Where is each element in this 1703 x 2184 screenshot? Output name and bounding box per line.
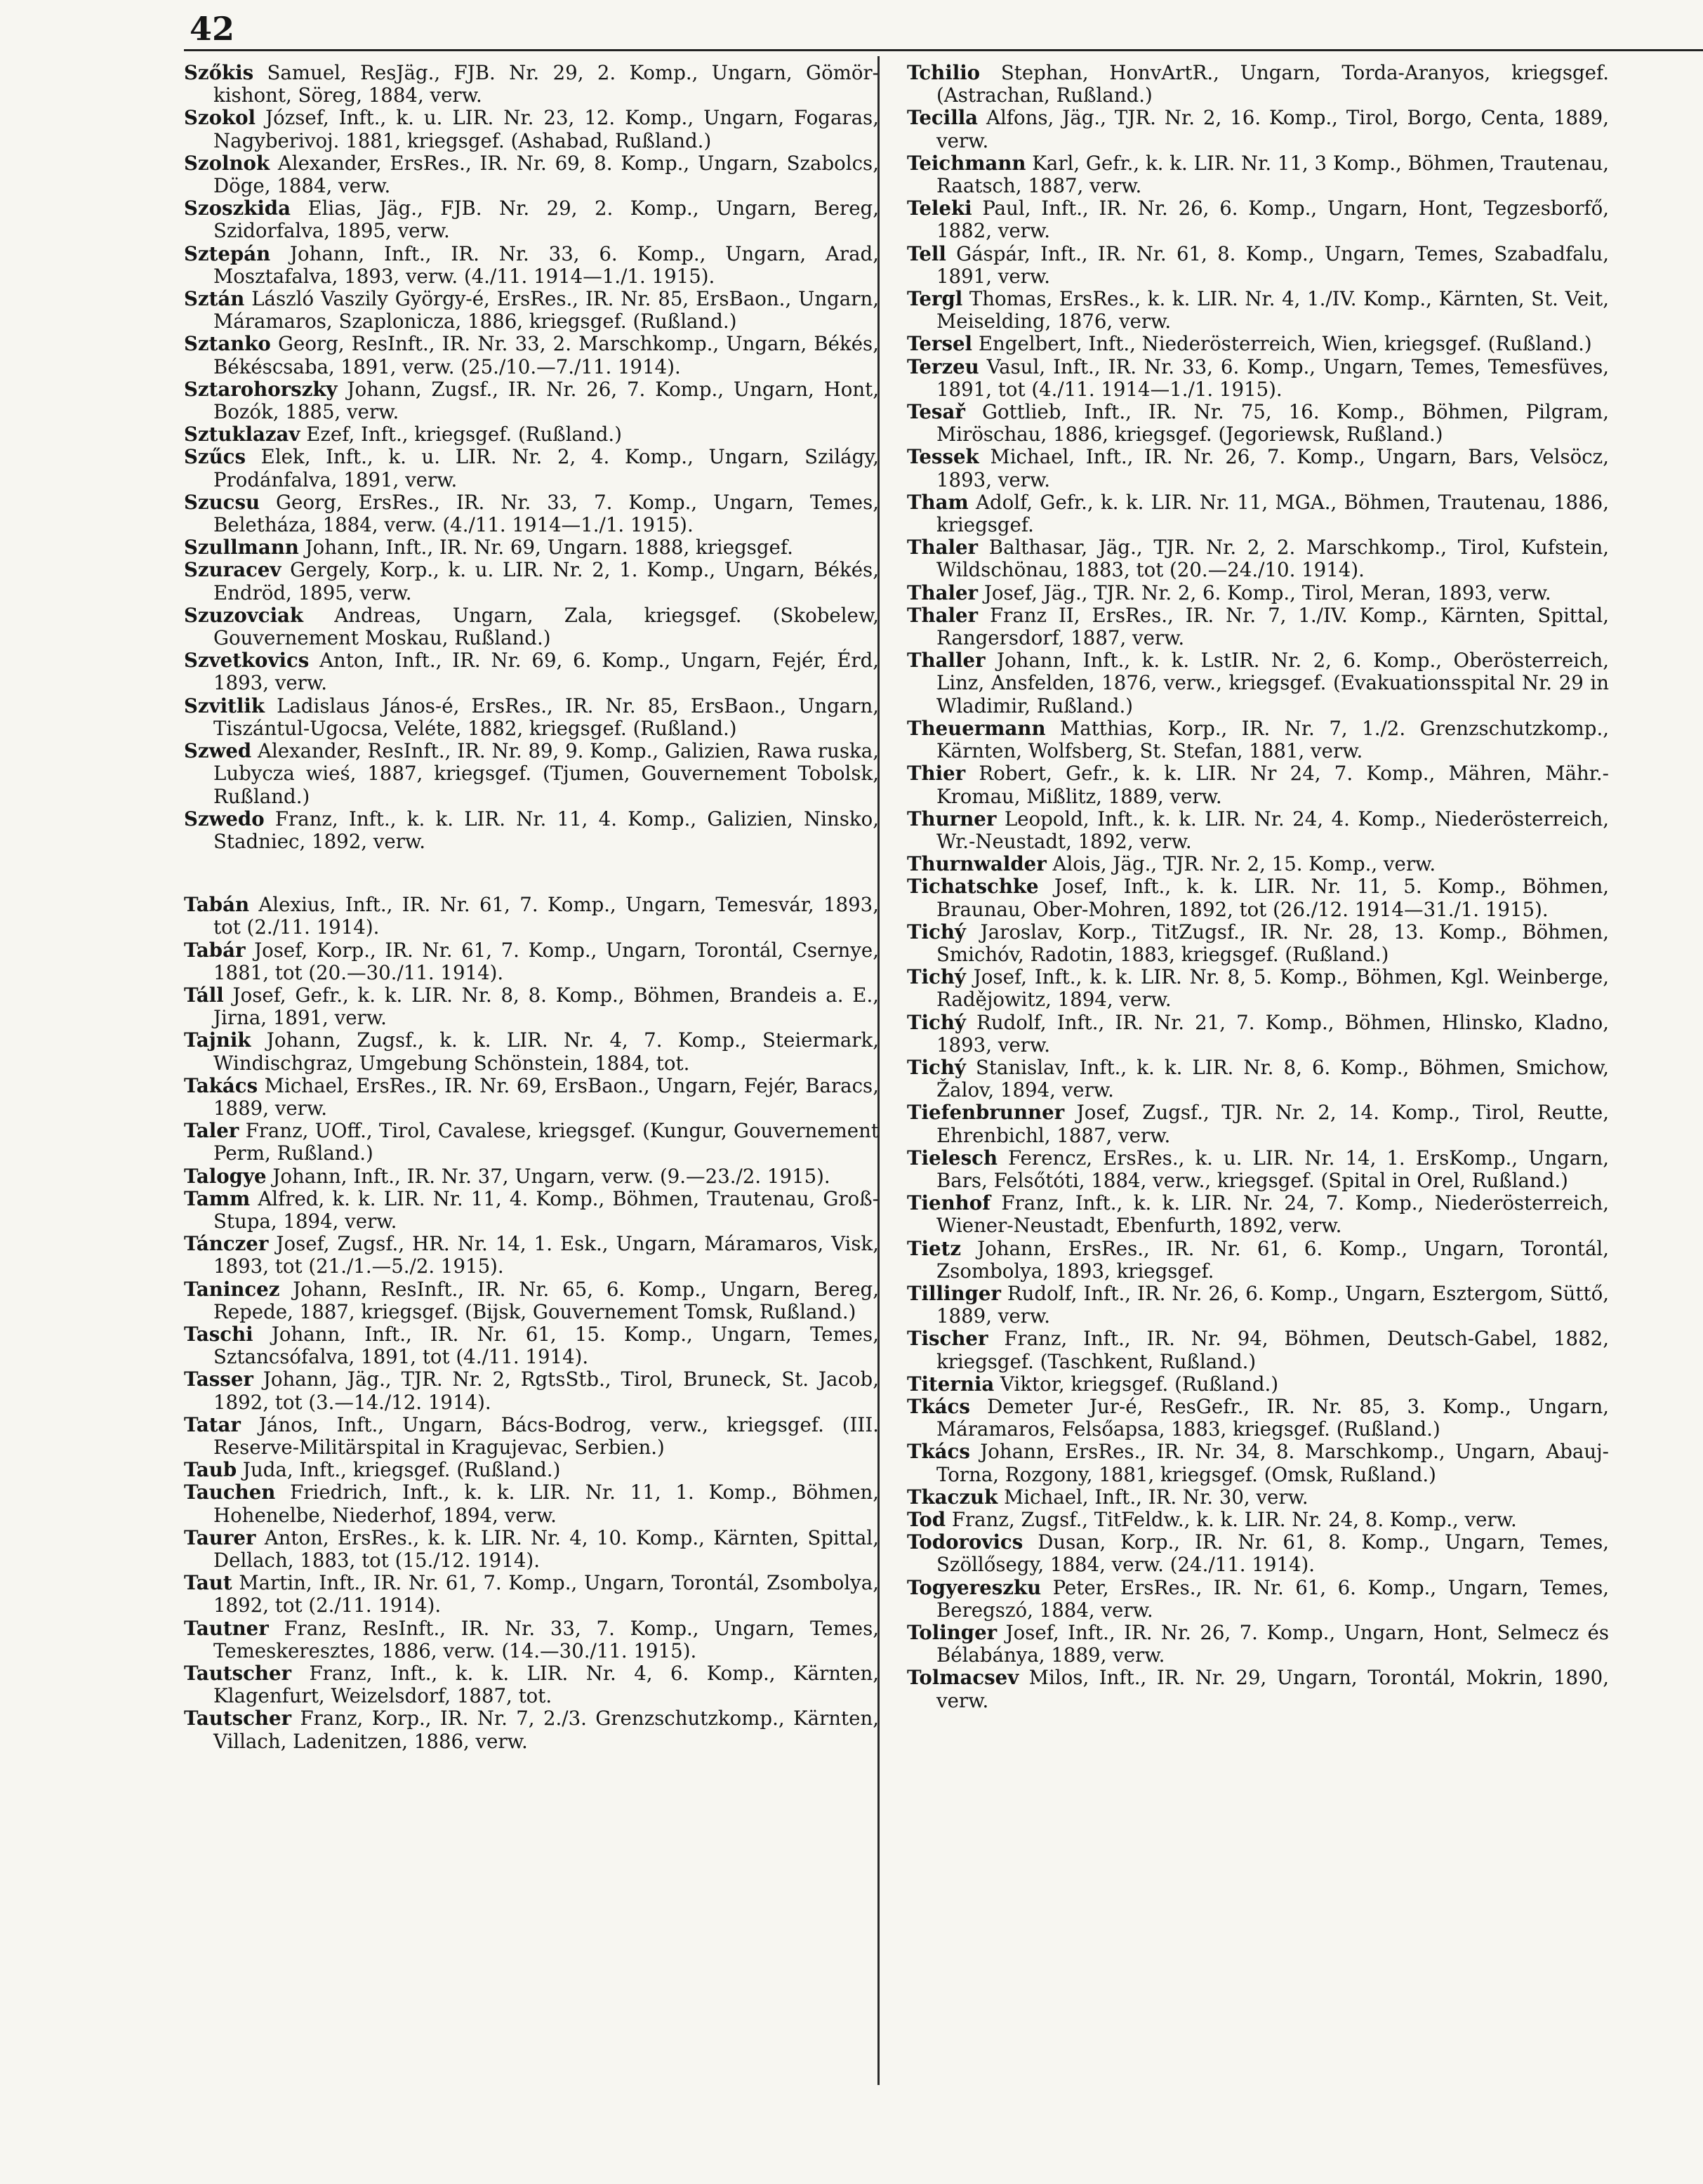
- entry-details: János, Inft., Ungarn, Bács-Bodrog, verw., kriegsgef. (III. Reserve-Militärspital in Kragujevac, Serbien.): [213, 1412, 879, 1459]
- register-entry: [907, 717, 1609, 762]
- entry-surname: Tamm: [184, 1186, 251, 1210]
- entry-details: Johann, Zugsf., k. k. LIR. Nr. 4, 7. Komp., Steiermark, Windischgraz, Umgebung Schönstein, 1884, tot.: [213, 1028, 879, 1075]
- register-entry: [184, 333, 879, 378]
- entry-surname: Tabár: [184, 938, 246, 962]
- entry-details: Demeter Jur-é, ResGefr., IR. Nr. 85, 3. Komp., Ungarn, Máramaros, Felsőapsa, 1883, kriegsgef. (Rußland.): [936, 1394, 1609, 1441]
- entry-details: Friedrich, Inft., k. k. LIR. Nr. 11, 1. Komp., Böhmen, Hohenelbe, Niederhof, 1894, verw.: [213, 1481, 879, 1527]
- entry-surname: Tchilio: [907, 61, 981, 84]
- entry-surname: Teichmann: [907, 151, 1026, 175]
- entry-surname: Thaler: [907, 603, 979, 627]
- entry-details: Michael, ErsRes., IR. Nr. 69, ErsBaon., Ungarn, Fejér, Baracs, 1889, verw.: [213, 1073, 879, 1120]
- entry-details: Georg, ResInft., IR. Nr. 33, 2. Marschkomp., Ungarn, Békés, Békéscsaba, 1891, verw. (25./10.—7./11. 1914).: [213, 332, 879, 378]
- register-entry: [184, 1572, 879, 1617]
- entry-details: Ferencz, ErsRes., k. u. LIR. Nr. 14, 1. ErsKomp., Ungarn, Bars, Felsőtóti, 1884, verw., kriegsgef. (Spital in Orel, Rußland.): [936, 1146, 1609, 1192]
- register-entry: [907, 1328, 1609, 1372]
- entry-surname: Tkaczuk: [907, 1485, 998, 1509]
- register-entry: [907, 1577, 1609, 1622]
- entry-details: Martin, Inft., IR. Nr. 61, 7. Komp., Ungarn, Torontál, Zsombolya, 1892, tot (2./11. 1914).: [213, 1571, 879, 1617]
- entry-details: Johann, Jäg., TJR. Nr. 2, RgtsStb., Tirol, Bruneck, St. Jacob, 1892, tot (3.—14./12. 1914).: [213, 1368, 879, 1414]
- register-entry: [907, 1012, 1609, 1057]
- register-entry: [907, 1283, 1609, 1328]
- register-entry: [907, 1667, 1609, 1712]
- entry-details: Stanislav, Inft., k. k. LIR. Nr. 8, 6. Komp., Böhmen, Smichow, Žalov, 1894, verw.: [936, 1055, 1609, 1102]
- register-entry: [184, 1459, 879, 1481]
- entry-surname: Thaler: [907, 581, 979, 604]
- register-entry: [184, 1233, 879, 1278]
- entry-details: Alexander, ResInft., IR. Nr. 89, 9. Komp., Galizien, Rawa ruska, Lubycza wieś, 1887, kriegsgef. (Tjumen, Gouvernement Tobolsk, Rußland.): [213, 739, 879, 808]
- entry-details: Elek, Inft., k. u. LIR. Nr. 2, 4. Komp., Ungarn, Szilágy, Prodánfalva, 1891, verw.: [213, 445, 879, 491]
- entry-surname: Tatar: [184, 1412, 241, 1436]
- entry-surname: Tham: [907, 490, 969, 514]
- entry-surname: Tillinger: [907, 1281, 1001, 1305]
- register-entry: [184, 1481, 879, 1526]
- entry-details: Georg, ErsRes., IR. Nr. 33, 7. Komp., Ungarn, Temes, Beletháza, 1884, verw. (4./11. 1914—1./1. 1915).: [213, 490, 879, 537]
- entry-details: Ezef, Inft., kriegsgef. (Rußland.): [300, 423, 622, 446]
- entry-details: Franz, Inft., k. k. LIR. Nr. 24, 7. Komp., Niederösterreich, Wiener-Neustadt, Ebenfurth, 1892, verw.: [936, 1191, 1609, 1238]
- entry-surname: Takács: [184, 1073, 258, 1097]
- register-entry: [907, 356, 1609, 401]
- entry-details: Franz, UOff., Tirol, Cavalese, kriegsgef. (Kungur, Gouvernement Perm, Rußland.): [213, 1119, 879, 1165]
- register-entry: [907, 536, 1609, 581]
- entry-surname: Terzeu: [907, 355, 979, 378]
- register-entry: [907, 1147, 1609, 1192]
- entry-details: Franz, ResInft., IR. Nr. 33, 7. Komp., Ungarn, Temes, Temeskeresztes, 1886, verw. (14.—30./11. 1915).: [213, 1616, 879, 1662]
- entry-details: Gáspár, Inft., IR. Nr. 61, 8. Komp., Ungarn, Temes, Szabadfalu, 1891, verw.: [936, 241, 1609, 288]
- register-entry: [184, 62, 879, 107]
- entry-details: Johann, Zugsf., IR. Nr. 26, 7. Komp., Ungarn, Hont, Bozók, 1885, verw.: [213, 377, 879, 424]
- entry-surname: Táll: [184, 983, 224, 1007]
- register-entry: [184, 288, 879, 333]
- entry-details: Engelbert, Inft., Niederösterreich, Wien, kriegsgef. (Rußland.): [972, 332, 1592, 356]
- entry-surname: Tischer: [907, 1327, 988, 1351]
- register-entry: [907, 62, 1609, 107]
- entry-details: Milos, Inft., IR. Nr. 29, Ungarn, Torontál, Mokrin, 1890, verw.: [936, 1666, 1609, 1712]
- entry-details: Josef, Gefr., k. k. LIR. Nr. 8, 8. Komp., Böhmen, Brandeis a. E., Jirna, 1891, verw.: [213, 983, 879, 1030]
- register-entry: [907, 921, 1609, 966]
- entry-surname: Tanincez: [184, 1277, 280, 1301]
- entry-surname: Szőkis: [184, 61, 254, 84]
- register-entry: [907, 491, 1609, 536]
- entry-details: Johann, ErsRes., IR. Nr. 34, 8. Marschkomp., Ungarn, Abauj-Torna, Rozgony, 1881, kriegsgef. (Omsk, Rußland.): [936, 1440, 1609, 1486]
- register-entry: [184, 152, 879, 197]
- page-number: 42: [190, 10, 235, 48]
- register-entry: [907, 197, 1609, 242]
- register-entry: [907, 1396, 1609, 1441]
- entry-surname: Szűcs: [184, 445, 246, 469]
- register-entry: [184, 604, 879, 649]
- register-entry: [184, 1029, 879, 1074]
- register-entry: [184, 491, 879, 536]
- register-entry: [184, 939, 879, 984]
- entry-details: Franz, Zugsf., TitFeldw., k. k. LIR. Nr. 24, 8. Komp., verw.: [946, 1508, 1517, 1531]
- entry-details: Anton, Inft., IR. Nr. 69, 6. Komp., Ungarn, Fejér, Érd, 1893, verw.: [213, 649, 879, 695]
- register-entry: [184, 107, 879, 152]
- entry-surname: Todorovics: [907, 1530, 1023, 1554]
- entry-surname: Szvitlik: [184, 694, 265, 717]
- entry-details: Franz, Inft., IR. Nr. 94, Böhmen, Deutsch-Gabel, 1882, kriegsgef. (Taschkent, Rußland.): [936, 1327, 1609, 1373]
- register-entry: [184, 1165, 879, 1188]
- register-entry: [907, 808, 1609, 853]
- entry-details: Johann, Inft., k. k. LstIR. Nr. 2, 6. Komp., Oberösterreich, Linz, Ansfelden, 1876, verw., kriegsgef. (Evakuationsspital Nr. 29 in Wladimir, Rußland.): [936, 649, 1609, 717]
- register-entry: [907, 446, 1609, 491]
- register-entry: [907, 107, 1609, 152]
- entry-surname: Tautscher: [184, 1662, 292, 1686]
- entry-details: Anton, ErsRes., k. k. LIR. Nr. 4, 10. Komp., Kärnten, Spittal, Dellach, 1883, tot (15./12. 1914).: [213, 1526, 879, 1572]
- entry-details: Vasul, Inft., IR. Nr. 33, 6. Komp., Ungarn, Temes, Temesfüves, 1891, tot (4./11. 1914—1./1. 1915).: [936, 355, 1609, 401]
- entry-surname: Thurnwalder: [907, 852, 1047, 876]
- entry-details: Johann, Inft., IR. Nr. 33, 6. Komp., Ungarn, Arad, Mosztafalva, 1893, verw. (4./11. 1914—1./1. 1915).: [213, 241, 879, 288]
- entry-details: Josef, Inft., k. k. LIR. Nr. 11, 5. Komp., Böhmen, Braunau, Ober-Mohren, 1892, tot (26./12. 1914—31./1. 1915).: [936, 875, 1609, 921]
- register-entry: [907, 1486, 1609, 1509]
- entry-list-te-to: [907, 62, 1609, 1712]
- register-entry: [184, 894, 879, 939]
- register-entry: [907, 1192, 1609, 1237]
- register-entry: [184, 808, 879, 853]
- entry-surname: Szolnok: [184, 151, 270, 175]
- entry-surname: Tersel: [907, 332, 973, 356]
- entry-surname: Tajnik: [184, 1028, 251, 1052]
- entry-details: Rudolf, Inft., IR. Nr. 26, 6. Komp., Ungarn, Esztergom, Süttő, 1889, verw.: [936, 1281, 1609, 1328]
- entry-details: Balthasar, Jäg., TJR. Nr. 2, 2. Marschkomp., Tirol, Kufstein, Wildschönau, 1883, tot (20.—24./10. 1914).: [936, 536, 1609, 582]
- entry-surname: Szucsu: [184, 490, 260, 514]
- entry-surname: Theuermann: [907, 716, 1046, 740]
- register-entry: [184, 984, 879, 1029]
- entry-details: Johann, ResInft., IR. Nr. 65, 6. Komp., Ungarn, Bereg, Repede, 1887, kriegsgef. (Bijsk, Gouvernement Tomsk, Rußland.): [213, 1277, 879, 1323]
- register-entry: [907, 853, 1609, 875]
- entry-details: Matthias, Korp., IR. Nr. 7, 1./2. Grenzschutzkomp., Kärnten, Wolfsberg, St. Stefan, 1881, verw.: [936, 716, 1609, 763]
- register-entry: [184, 1120, 879, 1165]
- entry-surname: Szvetkovics: [184, 649, 310, 673]
- entry-details: Josef, Inft., k. k. LIR. Nr. 8, 5. Komp., Böhmen, Kgl. Weinberge, Radějowitz, 1894, verw.: [936, 965, 1609, 1012]
- entry-details: Michael, Inft., IR. Nr. 30, verw.: [998, 1485, 1308, 1509]
- entry-surname: Szuzovciak: [184, 603, 304, 627]
- entry-details: Franz II, ErsRes., IR. Nr. 7, 1./IV. Komp., Kärnten, Spittal, Rangersdorf, 1887, verw.: [936, 603, 1609, 650]
- entry-surname: Szokol: [184, 106, 256, 130]
- register-entry: [184, 695, 879, 740]
- entry-surname: Tienhof: [907, 1191, 990, 1215]
- entry-details: Rudolf, Inft., IR. Nr. 21, 7. Komp., Böhmen, Hlinsko, Kladno, 1893, verw.: [936, 1010, 1609, 1057]
- entry-surname: Thier: [907, 762, 966, 786]
- entry-surname: Taler: [184, 1119, 239, 1143]
- entry-surname: Sztán: [184, 287, 245, 311]
- entry-surname: Tautscher: [184, 1707, 292, 1730]
- entry-details: Josef, Korp., IR. Nr. 61, 7. Komp., Ungarn, Torontál, Csernye, 1881, tot (20.—30./11. 1914).: [213, 938, 879, 984]
- entry-surname: Szullmann: [184, 536, 299, 560]
- register-entry: [907, 762, 1609, 807]
- register-entry: [184, 1323, 879, 1368]
- entry-details: Thomas, ErsRes., k. k. LIR. Nr. 4, 1./IV. Komp., Kärnten, St. Veit, Meiselding, 1876, verw.: [936, 287, 1609, 333]
- register-entry: [907, 243, 1609, 288]
- entry-details: Viktor, kriegsgef. (Rußland.): [994, 1372, 1279, 1396]
- register-entry: [907, 1057, 1609, 1101]
- entry-details: Johann, Inft., IR. Nr. 37, Ungarn, verw. (9.—23./2. 1915).: [266, 1164, 830, 1188]
- entry-surname: Tánczer: [184, 1232, 269, 1256]
- register-entry: [184, 649, 879, 694]
- register-entry: [907, 288, 1609, 333]
- entry-surname: Szwedo: [184, 807, 265, 830]
- entry-details: Ladislaus János-é, ErsRes., IR. Nr. 85, ErsBaon., Ungarn, Tiszántul-Ugocsa, Veléte, 1882, kriegsgef. (Rußland.): [213, 694, 879, 740]
- register-entry: [907, 649, 1609, 717]
- entry-details: Michael, Inft., IR. Nr. 26, 7. Komp., Ungarn, Bars, Velsöcz, 1893, verw.: [936, 445, 1609, 491]
- entry-details: Josef, Zugsf., TJR. Nr. 2, 14. Komp., Tirol, Reutte, Ehrenbichl, 1887, verw.: [936, 1101, 1609, 1147]
- entry-surname: Talogye: [184, 1164, 267, 1188]
- register-entry: [907, 1238, 1609, 1283]
- entry-details: Robert, Gefr., k. k. LIR. Nr 24, 7. Komp., Mähren, Mähr.-Kromau, Mißlitz, 1889, verw.: [936, 762, 1609, 808]
- entry-details: Alfons, Jäg., TJR. Nr. 2, 16. Komp., Tirol, Borgo, Centa, 1889, verw.: [936, 106, 1609, 152]
- entry-surname: Tabán: [184, 893, 250, 917]
- entry-surname: Tiefenbrunner: [907, 1101, 1065, 1125]
- register-entry: [184, 197, 879, 242]
- register-entry: [184, 559, 879, 604]
- entry-details: Adolf, Gefr., k. k. LIR. Nr. 11, MGA., Böhmen, Trautenau, 1886, kriegsgef.: [936, 490, 1609, 537]
- entry-details: Andreas, Ungarn, Zala, kriegsgef. (Skobelew, Gouvernement Moskau, Rußland.): [213, 603, 879, 650]
- entry-details: Gergely, Korp., k. u. LIR. Nr. 2, 1. Komp., Ungarn, Békés, Endröd, 1895, verw.: [213, 558, 879, 604]
- entry-surname: Taub: [184, 1458, 237, 1482]
- register-entry: [184, 423, 879, 446]
- register-entry: [184, 243, 879, 288]
- register-entry: [184, 1662, 879, 1707]
- entry-surname: Tessek: [907, 445, 979, 469]
- register-entry: [184, 1278, 879, 1323]
- register-entry: [184, 378, 879, 423]
- entry-surname: Tkács: [907, 1394, 970, 1418]
- entry-details: Johann, Inft., IR. Nr. 61, 15. Komp., Ungarn, Temes, Sztancsófalva, 1891, tot (4./11. 1914).: [213, 1322, 879, 1369]
- entry-details: Josef, Jäg., TJR. Nr. 2, 6. Komp., Tirol, Meran, 1893, verw.: [978, 581, 1551, 604]
- entry-surname: Taurer: [184, 1526, 256, 1549]
- entry-details: Leopold, Inft., k. k. LIR. Nr. 24, 4. Komp., Niederösterreich, Wr.-Neustadt, 1892, verw.: [936, 807, 1609, 853]
- entry-details: Dusan, Korp., IR. Nr. 61, 8. Komp., Ungarn, Temes, Szöllősegy, 1884, verw. (24./11. 1914).: [936, 1530, 1609, 1577]
- register-entry: [907, 582, 1609, 604]
- entry-surname: Tichý: [907, 920, 966, 944]
- entry-surname: Szwed: [184, 739, 252, 763]
- entry-details: Franz, Inft., k. k. LIR. Nr. 11, 4. Komp., Galizien, Ninsko, Stadniec, 1892, verw.: [213, 807, 879, 853]
- register-entry: [907, 333, 1609, 355]
- entry-surname: Tergl: [907, 287, 963, 311]
- entry-surname: Thaler: [907, 536, 979, 560]
- entry-list-t: [184, 894, 879, 1753]
- entry-surname: Sztepán: [184, 241, 271, 265]
- entry-surname: Thurner: [907, 807, 997, 830]
- register-entry: [184, 1617, 879, 1662]
- entry-details: Alfred, k. k. LIR. Nr. 11, 4. Komp., Böhmen, Trautenau, Groß-Stupa, 1894, verw.: [213, 1186, 879, 1233]
- register-entry: [907, 604, 1609, 649]
- entry-surname: Szoszkida: [184, 197, 291, 220]
- right-column: [907, 62, 1609, 1712]
- register-entry: [184, 1368, 879, 1413]
- register-entry: [184, 1075, 879, 1120]
- register-entry: [184, 536, 879, 559]
- register-entry: [184, 740, 879, 808]
- entry-surname: Sztarohorszky: [184, 377, 338, 401]
- register-entry: [907, 1373, 1609, 1396]
- entry-surname: Tietz: [907, 1236, 961, 1260]
- entry-surname: Sztuklazav: [184, 423, 300, 446]
- entry-surname: Tolinger: [907, 1621, 998, 1645]
- entry-details: Samuel, ResJäg., FJB. Nr. 29, 2. Komp., Ungarn, Gömör-kishont, Söreg, 1884, verw.: [213, 61, 879, 107]
- entry-surname: Togyereszku: [907, 1575, 1042, 1599]
- register-entry: [184, 1188, 879, 1233]
- register-entry: [184, 1414, 879, 1459]
- entry-details: Juda, Inft., kriegsgef. (Rußland.): [237, 1458, 561, 1482]
- register-entry: [907, 1101, 1609, 1146]
- entry-surname: Tichý: [907, 965, 966, 989]
- entry-details: Stephan, HonvArtR., Ungarn, Torda-Aranyos, kriegsgef. (Astrachan, Rußland.): [936, 61, 1609, 107]
- entry-details: Jaroslav, Korp., TitZugsf., IR. Nr. 28, 13. Komp., Böhmen, Smichóv, Radotin, 1883, kriegsgef. (Rußland.): [936, 920, 1609, 966]
- entry-details: Gottlieb, Inft., IR. Nr. 75, 16. Komp., Böhmen, Pilgram, Miröschau, 1886, kriegsgef. (Jegoriewsk, Rußland.): [936, 400, 1609, 446]
- entry-surname: Tauchen: [184, 1481, 276, 1504]
- entry-details: Paul, Inft., IR. Nr. 26, 6. Komp., Ungarn, Hont, Tegzesborfő, 1882, verw.: [936, 197, 1609, 243]
- entry-details: Alexius, Inft., IR. Nr. 61, 7. Komp., Ungarn, Temesvár, 1893, tot (2./11. 1914).: [213, 893, 879, 939]
- entry-surname: Tichatschke: [907, 875, 1039, 899]
- entry-details: Alexander, ErsRes., IR. Nr. 69, 8. Komp., Ungarn, Szabolcs, Döge, 1884, verw.: [213, 151, 879, 198]
- left-column: [184, 62, 879, 1753]
- entry-details: Josef, Zugsf., HR. Nr. 14, 1. Esk., Ungarn, Máramaros, Visk, 1893, tot (21./1.—5./2. 1915).: [213, 1232, 879, 1278]
- register-entry: [907, 401, 1609, 446]
- entry-details: Johann, Inft., IR. Nr. 69, Ungarn. 1888, kriegsgef.: [298, 536, 793, 560]
- register-entry: [907, 1509, 1609, 1531]
- entry-details: Josef, Inft., IR. Nr. 26, 7. Komp., Ungarn, Hont, Selmecz és Bélabánya, 1889, verw.: [936, 1621, 1609, 1667]
- entry-surname: Sztanko: [184, 332, 271, 356]
- register-entry: [184, 446, 879, 491]
- entry-surname: Tielesch: [907, 1146, 998, 1170]
- entry-details: Alois, Jäg., TJR. Nr. 2, 15. Komp., verw.: [1046, 852, 1436, 876]
- entry-surname: Titernia: [907, 1372, 995, 1396]
- section-gap: [184, 853, 879, 894]
- register-entry: [907, 1531, 1609, 1576]
- entry-details: Elias, Jäg., FJB. Nr. 29, 2. Komp., Ungarn, Bereg, Szidorfalva, 1895, verw.: [213, 197, 879, 243]
- entry-details: Karl, Gefr., k. k. LIR. Nr. 11, 3 Komp., Böhmen, Trautenau, Raatsch, 1887, verw.: [936, 151, 1609, 198]
- entry-surname: Taschi: [184, 1322, 253, 1346]
- register-entry: [184, 1527, 879, 1572]
- entry-surname: Tichý: [907, 1055, 966, 1079]
- entry-surname: Tell: [907, 241, 946, 265]
- entry-details: Johann, ErsRes., IR. Nr. 61, 6. Komp., Ungarn, Torontál, Zsombolya, 1893, kriegsgef.: [936, 1236, 1609, 1283]
- register-entry: [907, 966, 1609, 1011]
- entry-details: József, Inft., k. u. LIR. Nr. 23, 12. Komp., Ungarn, Fogaras, Nagyberivoj. 1881, kriegsgef. (Ashabad, Rußland.): [213, 106, 879, 152]
- entry-surname: Thaller: [907, 649, 986, 673]
- entry-surname: Tasser: [184, 1368, 253, 1391]
- entry-details: László Vaszily György-é, ErsRes., IR. Nr. 85, ErsBaon., Ungarn, Máramaros, Szaplonicza, 1886, kriegsgef. (Rußland.): [213, 287, 879, 333]
- entry-surname: Tautner: [184, 1616, 269, 1640]
- entry-surname: Tkács: [907, 1440, 970, 1464]
- entry-surname: Taut: [184, 1571, 232, 1595]
- register-entry: [907, 152, 1609, 197]
- register-entry: [184, 1707, 879, 1752]
- entry-surname: Tesař: [907, 400, 965, 424]
- entry-surname: Tod: [907, 1508, 946, 1531]
- entry-surname: Szuracev: [184, 558, 281, 582]
- register-entry: [907, 1622, 1609, 1667]
- entry-details: Peter, ErsRes., IR. Nr. 61, 6. Komp., Ungarn, Temes, Beregszó, 1884, verw.: [936, 1575, 1609, 1622]
- entry-surname: Tichý: [907, 1010, 966, 1034]
- entry-surname: Tolmacsev: [907, 1666, 1019, 1690]
- entry-surname: Teleki: [907, 197, 972, 220]
- register-entry: [907, 875, 1609, 920]
- header-rule: [184, 49, 1703, 51]
- entry-surname: Tecilla: [907, 106, 979, 130]
- entry-details: Franz, Korp., IR. Nr. 7, 2./3. Grenzschutzkomp., Kärnten, Villach, Ladenitzen, 1886, verw.: [213, 1707, 879, 1753]
- entry-details: Franz, Inft., k. k. LIR. Nr. 4, 6. Komp., Kärnten, Klagenfurt, Weizelsdorf, 1887, tot.: [213, 1662, 879, 1708]
- entry-list-sz: [184, 62, 879, 853]
- register-entry: [907, 1441, 1609, 1485]
